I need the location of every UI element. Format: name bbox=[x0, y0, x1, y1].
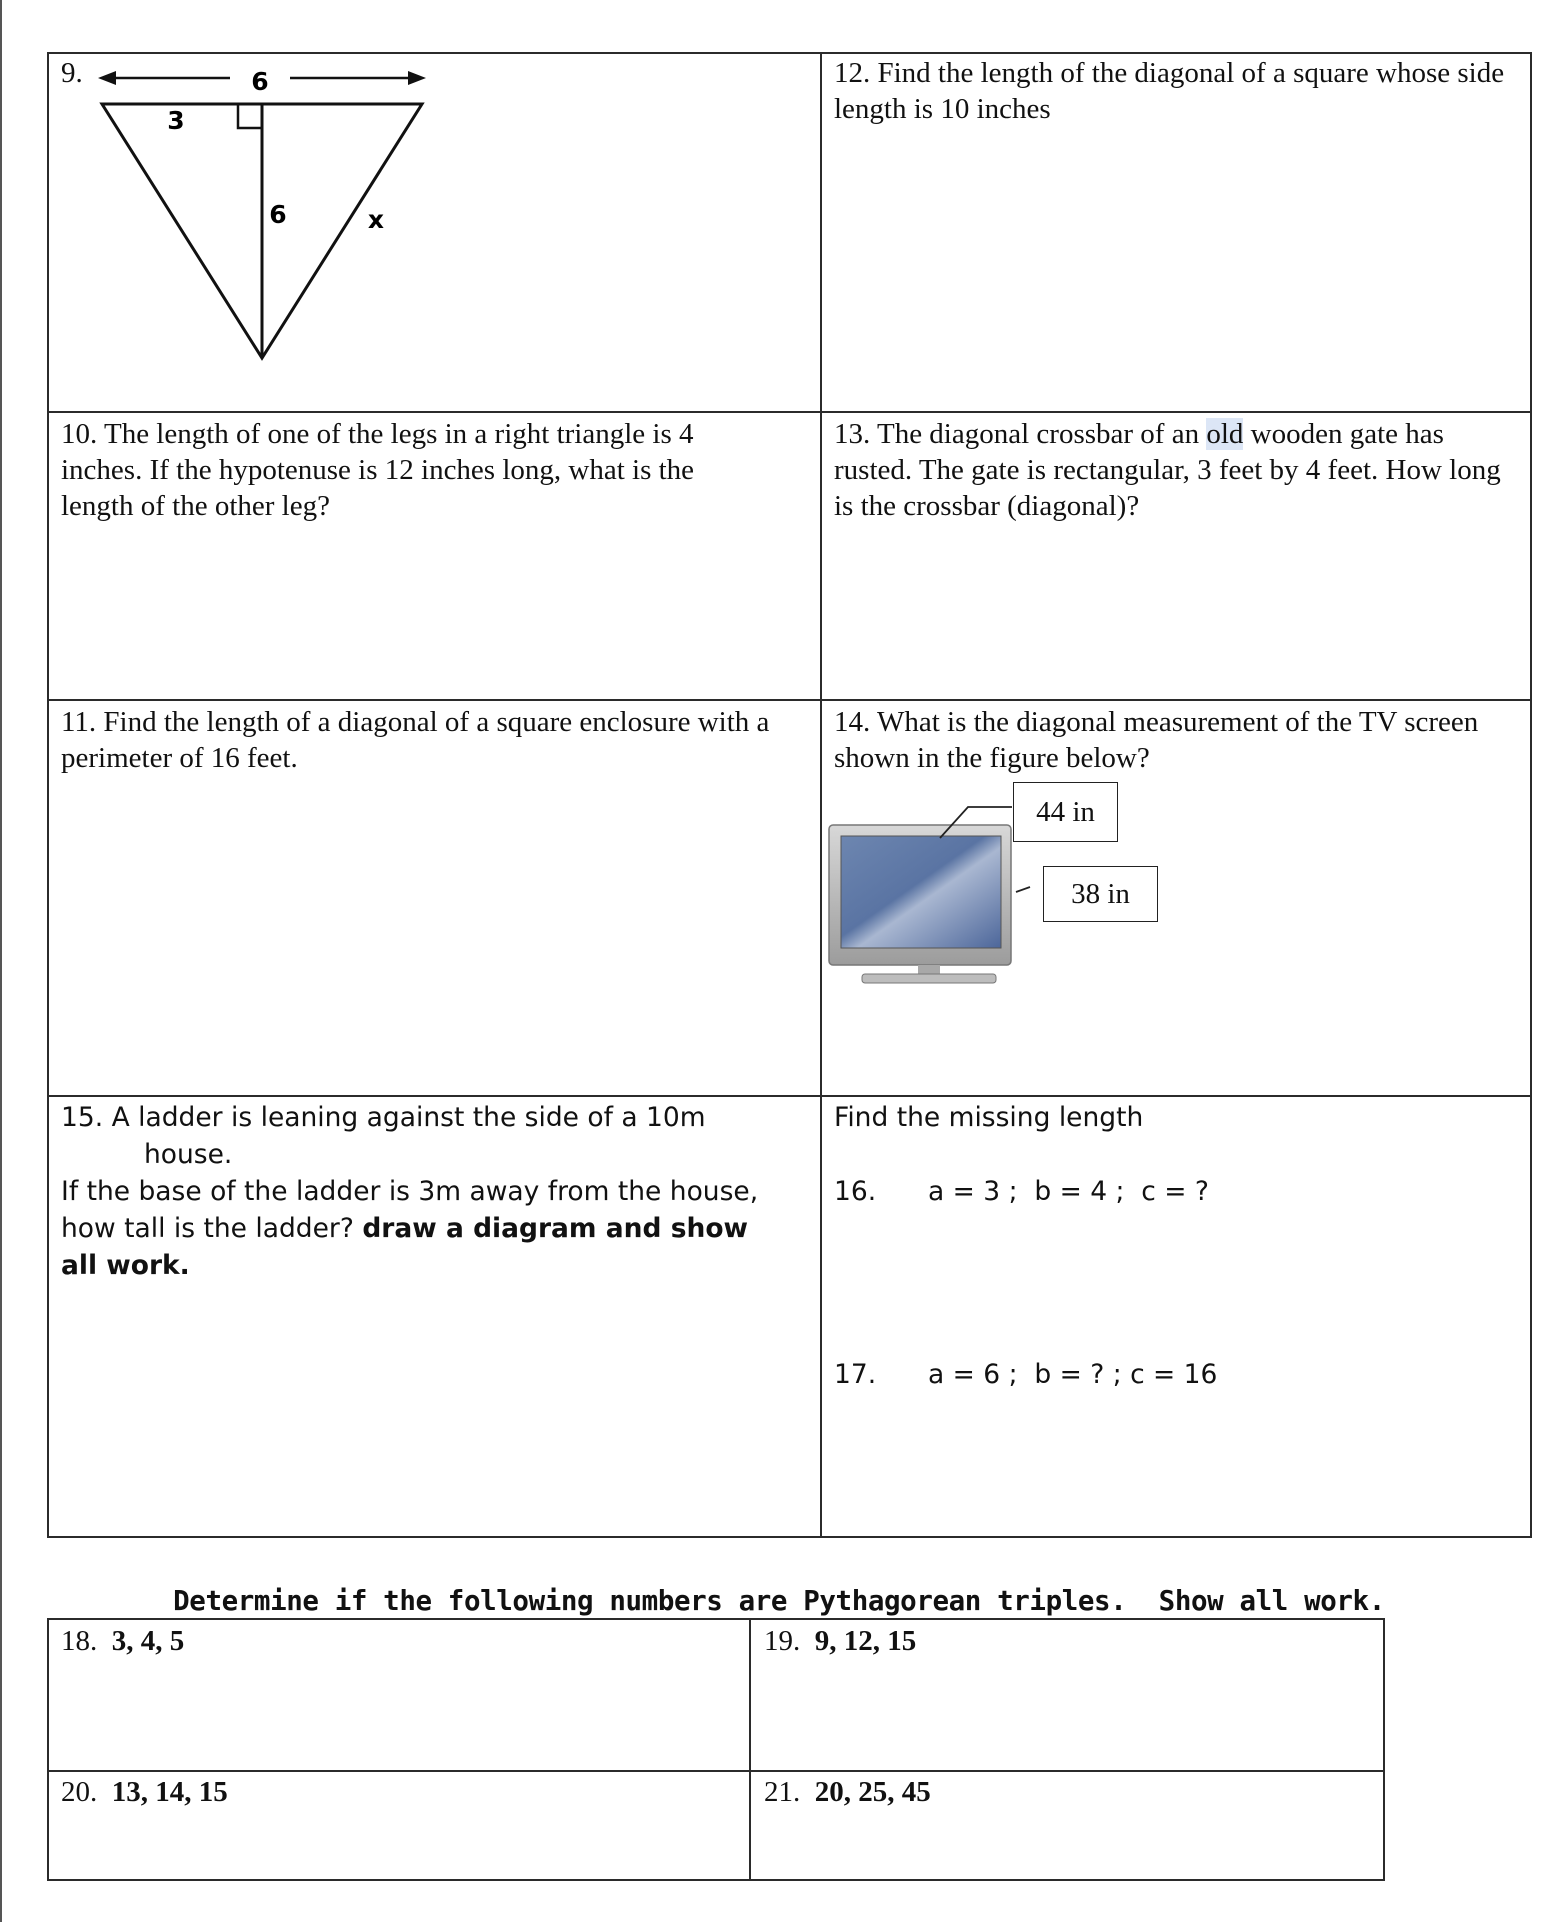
q15-line-1: 15. A ladder is leaning against the side of a 10m bbox=[61, 1102, 706, 1133]
q17-expression: a = 6 ; b = ? ; c = 16 bbox=[928, 1359, 1218, 1390]
q15-line-4-plain: how tall is the ladder? bbox=[61, 1213, 363, 1244]
grid-center-divider bbox=[820, 52, 822, 1538]
triple-19 bbox=[764, 1623, 916, 1659]
q15-line-4-bold: draw a diagram and show bbox=[362, 1213, 749, 1244]
q9-side-label: x bbox=[367, 205, 385, 234]
triple-20-values: 13, 14, 15 bbox=[111, 1776, 228, 1808]
missing-length-heading: Find the missing length bbox=[834, 1102, 1144, 1133]
triple-18 bbox=[61, 1623, 184, 1659]
triple-21 bbox=[764, 1774, 931, 1810]
triples-row-divider bbox=[47, 1770, 1385, 1772]
triples-center-divider bbox=[749, 1618, 751, 1881]
triple-18-number: 18. bbox=[61, 1625, 98, 1657]
q10-text: 10. The length of one of the legs in a right triangle is 4 inches. If the hypotenuse is 12 inches long, what is the length of the other leg? bbox=[61, 418, 695, 522]
q17-number: 17. bbox=[834, 1359, 877, 1390]
grid-row-divider-2 bbox=[47, 699, 1532, 701]
triple-21-values: 20, 25, 45 bbox=[814, 1776, 931, 1808]
triple-18-values: 3, 4, 5 bbox=[111, 1625, 185, 1657]
tv-width-label: 44 in bbox=[1013, 782, 1118, 842]
q15-line-3: If the base of the ladder is 3m away from the house, bbox=[61, 1176, 759, 1207]
grid-row-divider-1 bbox=[47, 411, 1532, 413]
q9-height-label: 6 bbox=[269, 200, 287, 229]
page-edge-line bbox=[0, 0, 2, 1922]
q9-left-label: 3 bbox=[167, 106, 185, 135]
triples-heading: Determine if the following numbers are Pythagorean triples. Show all work. bbox=[173, 1585, 1385, 1617]
q15-line-5-bold: all work. bbox=[61, 1250, 190, 1281]
q13-text-after: wooden gate has rusted. The gate is rectangular, 3 feet by 4 feet. How long is the crossbar (diagonal)? bbox=[834, 418, 1501, 522]
q9-triangle-diagram bbox=[90, 60, 450, 370]
q16-number: 16. bbox=[834, 1176, 877, 1207]
triple-21-number: 21. bbox=[764, 1776, 801, 1808]
triple-20-number: 20. bbox=[61, 1776, 98, 1808]
q16-expression: a = 3 ; b = 4 ; c = ? bbox=[928, 1176, 1209, 1207]
grid-row-divider-3 bbox=[47, 1095, 1532, 1097]
q15-block bbox=[61, 1099, 821, 1284]
q15-line-5 bbox=[61, 1247, 821, 1284]
triples-grid bbox=[47, 1618, 1385, 1881]
triple-19-number: 19. bbox=[764, 1625, 801, 1657]
triple-20 bbox=[61, 1774, 228, 1810]
q9-number: 9. bbox=[61, 57, 83, 89]
q13-text bbox=[834, 416, 1524, 524]
triple-19-values: 9, 12, 15 bbox=[814, 1625, 917, 1657]
q12-text: 12. Find the length of the diagonal of a square whose side length is 10 inches bbox=[834, 57, 1505, 125]
q11-text: 11. Find the length of a diagonal of a square enclosure with a perimeter of 16 feet. bbox=[61, 706, 770, 774]
q13-highlighted-word: old bbox=[1206, 418, 1244, 450]
q15-line-4 bbox=[61, 1210, 821, 1247]
q13-text-before: 13. The diagonal crossbar of an bbox=[834, 418, 1207, 450]
q15-line-2: house. bbox=[144, 1139, 233, 1170]
q9-top-label: 6 bbox=[251, 67, 269, 96]
tv-height-label: 38 in bbox=[1043, 866, 1158, 922]
q14-text: 14. What is the diagonal measurement of the TV screen shown in the figure below? bbox=[834, 706, 1479, 774]
